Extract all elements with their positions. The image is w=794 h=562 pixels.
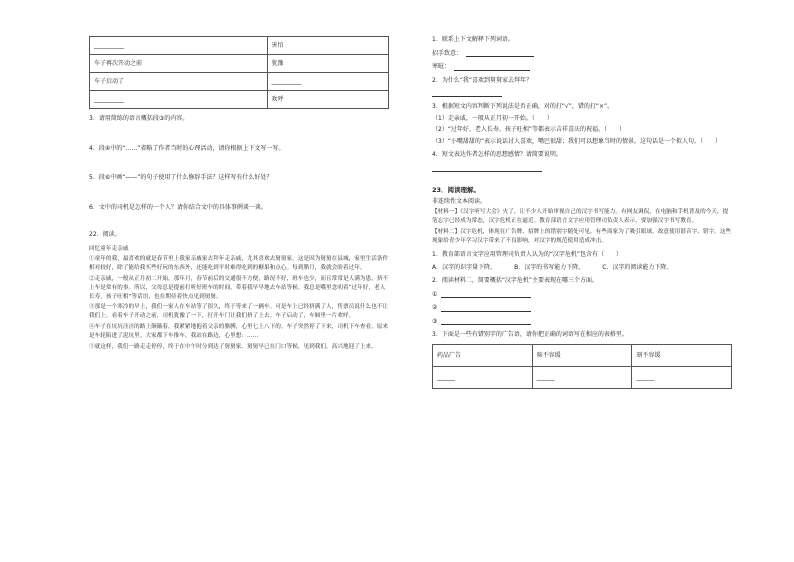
- table-cell: 咳不容缓: [532, 344, 632, 366]
- table-row: [433, 344, 732, 366]
- story-paragraph-3: ③那是一个寒冷的早上，我们一家人在车站等了很久，终于等来了一辆车。可是车上已经挤满了人，售票员说什么也不让我们上。看着车子开动之前，司机犹豫了一下，打开车门让我们挤了上去。车子启动了，车厢里一片欢呼。: [89, 304, 389, 320]
- story-paragraph-5: ⑤就这样，我们一路走走停停，终于在中午时分到达了舅舅家。舅舅早已在门口等候，见到我们，高兴地迎了上来。: [89, 343, 377, 350]
- r-question-2: 2．为什么“我”喜欢到舅舅家去拜年？: [432, 76, 533, 84]
- word-label: 寒暄：: [432, 63, 451, 70]
- story-paragraph-1: ①童年的我，最喜欢的就是春节里上我家亲戚家去拜年走亲戚，尤其喜欢去舅舅家。这是因为舅舅在县城，家里生活条件相对较好，除了能给我买些好玩的东西外，还能吃到平时难得吃到的糖果和点心。每到腊月，我就会盼着过年。: [89, 256, 389, 272]
- question-6: 6．文中的司机是怎样的一个人？请你结合文中的具体事例谈一谈。: [89, 203, 267, 211]
- option-a[interactable]: A．汉字的识字量下降。: [432, 263, 497, 271]
- point-row-2: [432, 304, 732, 312]
- options-row: [432, 264, 732, 272]
- table-cell[interactable]: ______: [433, 366, 533, 388]
- answer-blank[interactable]: [432, 90, 502, 97]
- sub-question-2: 2．阅读材料二，简要概括“汉字危机”主要表现在哪三个方面。: [432, 277, 599, 285]
- answer-table: [89, 36, 389, 109]
- question-5: 5．段⑥中画“——”的句子使用了什么修辞手法？这样写有什么好处？: [89, 174, 273, 181]
- judge-3: （3）“小嘴甜甜的”表示说话讨人喜欢，嘴巴很甜；我们可以想象当时的情景。这句话是一个拟人句。（ ）: [432, 137, 722, 145]
- table-row: [90, 55, 389, 73]
- point-row-3: [432, 318, 732, 326]
- table-cell[interactable]: ______: [632, 366, 732, 388]
- table-cell[interactable]: ______: [532, 366, 632, 388]
- sub-question-1: 1．教育部语言文字应用管理司负责人认为的“汉字危机”包含有（ ）: [432, 251, 623, 259]
- table-cell: __________: [90, 91, 268, 109]
- material-1: 【材料一】《汉字听写大会》火了，让不少人开始审视自己的汉字书写能力。有网友调侃，在电脑和手机普及的今天，提笔忘字已经成为常态，汉字危机正在逼近。教育部语言文字应用管理司负责人表示，要加强汉字书写教育。: [432, 209, 729, 224]
- r-question-1: 1．联系上下文解释下列词语。: [432, 36, 514, 43]
- left-column: [89, 36, 389, 352]
- answer-blank[interactable]: [441, 318, 531, 325]
- material-2: 【材料二】汉字危机，体现在广告牌、招牌上的错别字随处可见。有些商家为了吸引眼球，故意使用谐音字、错字。这些现象给青少年学习汉字带来了不良影响，对汉字的规范使用造成冲击。: [432, 228, 732, 244]
- point-row-1: [432, 291, 732, 299]
- section-intro: 非连续性文本阅读。: [432, 197, 487, 205]
- judge-2: （2）“过年好、老人长寿、孩子旺相”等都表示吉祥喜庆的祝福。（ ）: [432, 126, 626, 133]
- table-cell: 药品广告: [433, 344, 533, 366]
- table-cell: 车子启动了: [90, 73, 268, 91]
- table-cell: 车子再次开动之前: [90, 55, 268, 73]
- ad-table: [432, 344, 732, 389]
- sub-question-3: 3．下面是一些有错别字的广告语，请你把正确的词语写在相应的表格里。: [432, 331, 628, 339]
- circle-number: ③: [432, 317, 438, 325]
- story-paragraph-2: ②走亲戚，一般从正月初二开始。那年月，春节前后的交通很不方便，路况不好，班车也少，而且常常是人满为患，挤不上车是常有的事。所以，父母总是提前打听好班车的时间，带着我早早地去车站等候。我总是嘴里念叨着“过年好，老人长寿，孩子旺相”等话语，也在期待着快点见到舅舅。: [89, 275, 389, 300]
- table-row: [90, 73, 389, 91]
- table-cell: __________: [90, 37, 268, 55]
- judge-1: （1）走亲戚，一般从正月初一开始。（ ）: [432, 114, 553, 122]
- section-23-heading: 23．阅读理解。: [432, 185, 481, 194]
- word-row-1: [432, 50, 732, 58]
- table-cell: 害怕: [267, 37, 388, 55]
- answer-blank[interactable]: [441, 291, 531, 298]
- option-c[interactable]: C．汉字的阅读能力下降。: [602, 263, 673, 271]
- story-paragraph-4: ④车子在坑坑洼洼的路上颠簸着，我紧紧地抱着父亲的胳膊，心里七上八下的。车子突然停了下来，司机下车查看，原来是车轮陷进了泥坑里。大家都下车推车，我站在路边，心里想：……: [89, 324, 389, 339]
- word-label: 招手致意：: [432, 49, 463, 57]
- answer-blank[interactable]: [466, 50, 534, 57]
- table-cell: 犹豫: [267, 55, 388, 73]
- table-row: [90, 91, 389, 109]
- circle-number: ①: [432, 290, 438, 298]
- answer-blank[interactable]: [441, 305, 531, 312]
- r-question-3: 3．根据短文内容判断下列说法是否正确，对的打“√”，错的打“×”。: [432, 103, 614, 110]
- story-title: 回忆童年走亲戚: [89, 245, 129, 252]
- table-cell: 刻不容缓: [632, 344, 732, 366]
- circle-number: ②: [432, 304, 438, 312]
- section-22-heading: 22．阅读。: [89, 231, 121, 238]
- word-row-2: [432, 63, 732, 71]
- option-b[interactable]: B．汉字的书写能力下降。: [514, 263, 585, 271]
- question-4: 4．段④中的“……”省略了作者当时的心理活动，请你根据上下文写一写。: [89, 144, 285, 152]
- table-row: [90, 37, 389, 55]
- r-question-4: 4．短文表达作者怎样的思想感情？请简要说明。: [432, 151, 562, 158]
- table-row: [433, 366, 732, 388]
- right-column: [432, 36, 732, 389]
- answer-blank[interactable]: [432, 165, 542, 172]
- table-cell: 欢呼: [267, 91, 388, 109]
- answer-blank[interactable]: [454, 64, 530, 71]
- question-3: 3．请用简练的语言概括段③的内容。: [89, 115, 189, 122]
- table-cell: __________: [267, 73, 388, 91]
